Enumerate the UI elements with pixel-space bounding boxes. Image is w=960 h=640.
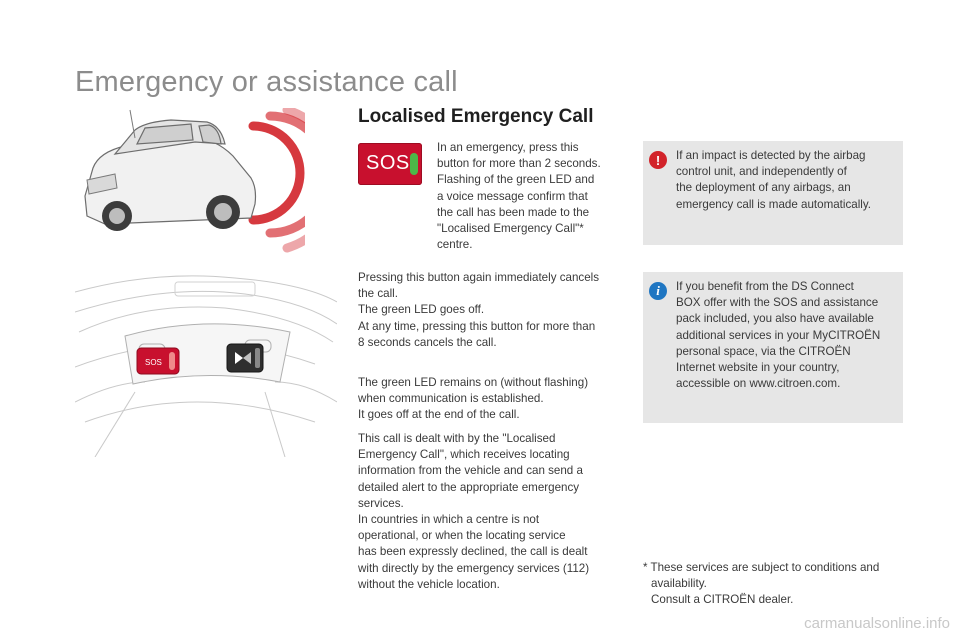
- text-line: centre.: [437, 238, 473, 252]
- svg-text:SOS: SOS: [145, 358, 162, 367]
- text-line: with directly by the emergency services (112): [358, 561, 590, 575]
- section-title: Localised Emergency Call: [358, 106, 594, 127]
- text-line: Emergency Call", which receives locating: [358, 448, 570, 462]
- text-line: The green LED remains on (without flashing): [358, 376, 589, 389]
- warning-note-box: [643, 141, 903, 245]
- info-icon: i: [649, 282, 667, 300]
- page-title: Emergency or assistance call: [75, 66, 458, 98]
- text-line: the deployment of any airbags, an: [676, 181, 851, 195]
- footnote-line: Consult a CITROËN dealer.: [651, 593, 794, 606]
- text-line: operational, or when the locating service: [358, 529, 566, 543]
- text-line: This call is dealt with by the "Localised: [358, 432, 556, 445]
- call-handling-paragraph: [358, 431, 589, 593]
- text-line: Pressing this button again immediately cancels: [358, 271, 600, 284]
- text-line: control unit, and independently of: [676, 165, 847, 179]
- warning-note-text: [676, 148, 871, 213]
- intro-paragraph: [437, 140, 601, 253]
- console-illustration: [75, 272, 337, 457]
- footnote-line: * These services are subject to conditions and: [643, 561, 880, 574]
- text-line: At any time, pressing this button for more than: [358, 319, 596, 333]
- text-line: without the vehicle location.: [358, 577, 500, 591]
- led-status-paragraph: [358, 375, 588, 424]
- text-line: detailed alert to the appropriate emergency: [358, 480, 580, 494]
- watermark: carmanualsonline.info: [804, 615, 950, 632]
- text-line: personal space, via the CITROËN: [676, 344, 851, 358]
- text-line: In an emergency, press this: [437, 141, 579, 154]
- footnote: [643, 560, 879, 608]
- green-led-icon: [410, 153, 418, 175]
- footnote-line: availability.: [651, 577, 707, 590]
- sos-label: SOS: [366, 152, 410, 174]
- text-line: the call.: [358, 287, 398, 301]
- sos-button-graphic: [358, 143, 422, 185]
- text-line: additional services in your MyCITROËN: [676, 328, 881, 342]
- text-line: If you benefit from the DS Connect: [676, 280, 854, 293]
- text-line: accessible on www.citroen.com.: [676, 377, 841, 391]
- text-line: button for more than 2 seconds.: [437, 157, 601, 171]
- exclamation-icon: !: [649, 151, 667, 169]
- text-line: when communication is established.: [358, 392, 544, 406]
- text-line: services.: [358, 496, 404, 510]
- text-line: It goes off at the end of the call.: [358, 408, 520, 422]
- text-line: information from the vehicle and can send a: [358, 464, 583, 478]
- text-line: BOX offer with the SOS and assistance: [676, 296, 879, 310]
- text-line: Flashing of the green LED and: [437, 173, 595, 187]
- info-note-text: [676, 279, 880, 392]
- text-line: If an impact is detected by the airbag: [676, 149, 866, 162]
- text-line: a voice message confirm that: [437, 189, 588, 203]
- text-line: The green LED goes off.: [358, 303, 485, 317]
- text-line: In countries in which a centre is not: [358, 513, 540, 527]
- text-line: 8 seconds cancels the call.: [358, 335, 497, 349]
- text-line: the call has been made to the: [437, 205, 590, 219]
- info-note-box: [643, 272, 903, 423]
- text-line: has been expressly declined, the call is dealt: [358, 545, 588, 559]
- cancel-call-paragraph: [358, 270, 599, 351]
- text-line: Internet website in your country,: [676, 361, 840, 375]
- text-line: pack included, you also have available: [676, 312, 874, 326]
- car-illustration: [75, 108, 305, 258]
- text-line: emergency call is made automatically.: [676, 197, 872, 211]
- text-line: "Localised Emergency Call"*: [437, 222, 584, 236]
